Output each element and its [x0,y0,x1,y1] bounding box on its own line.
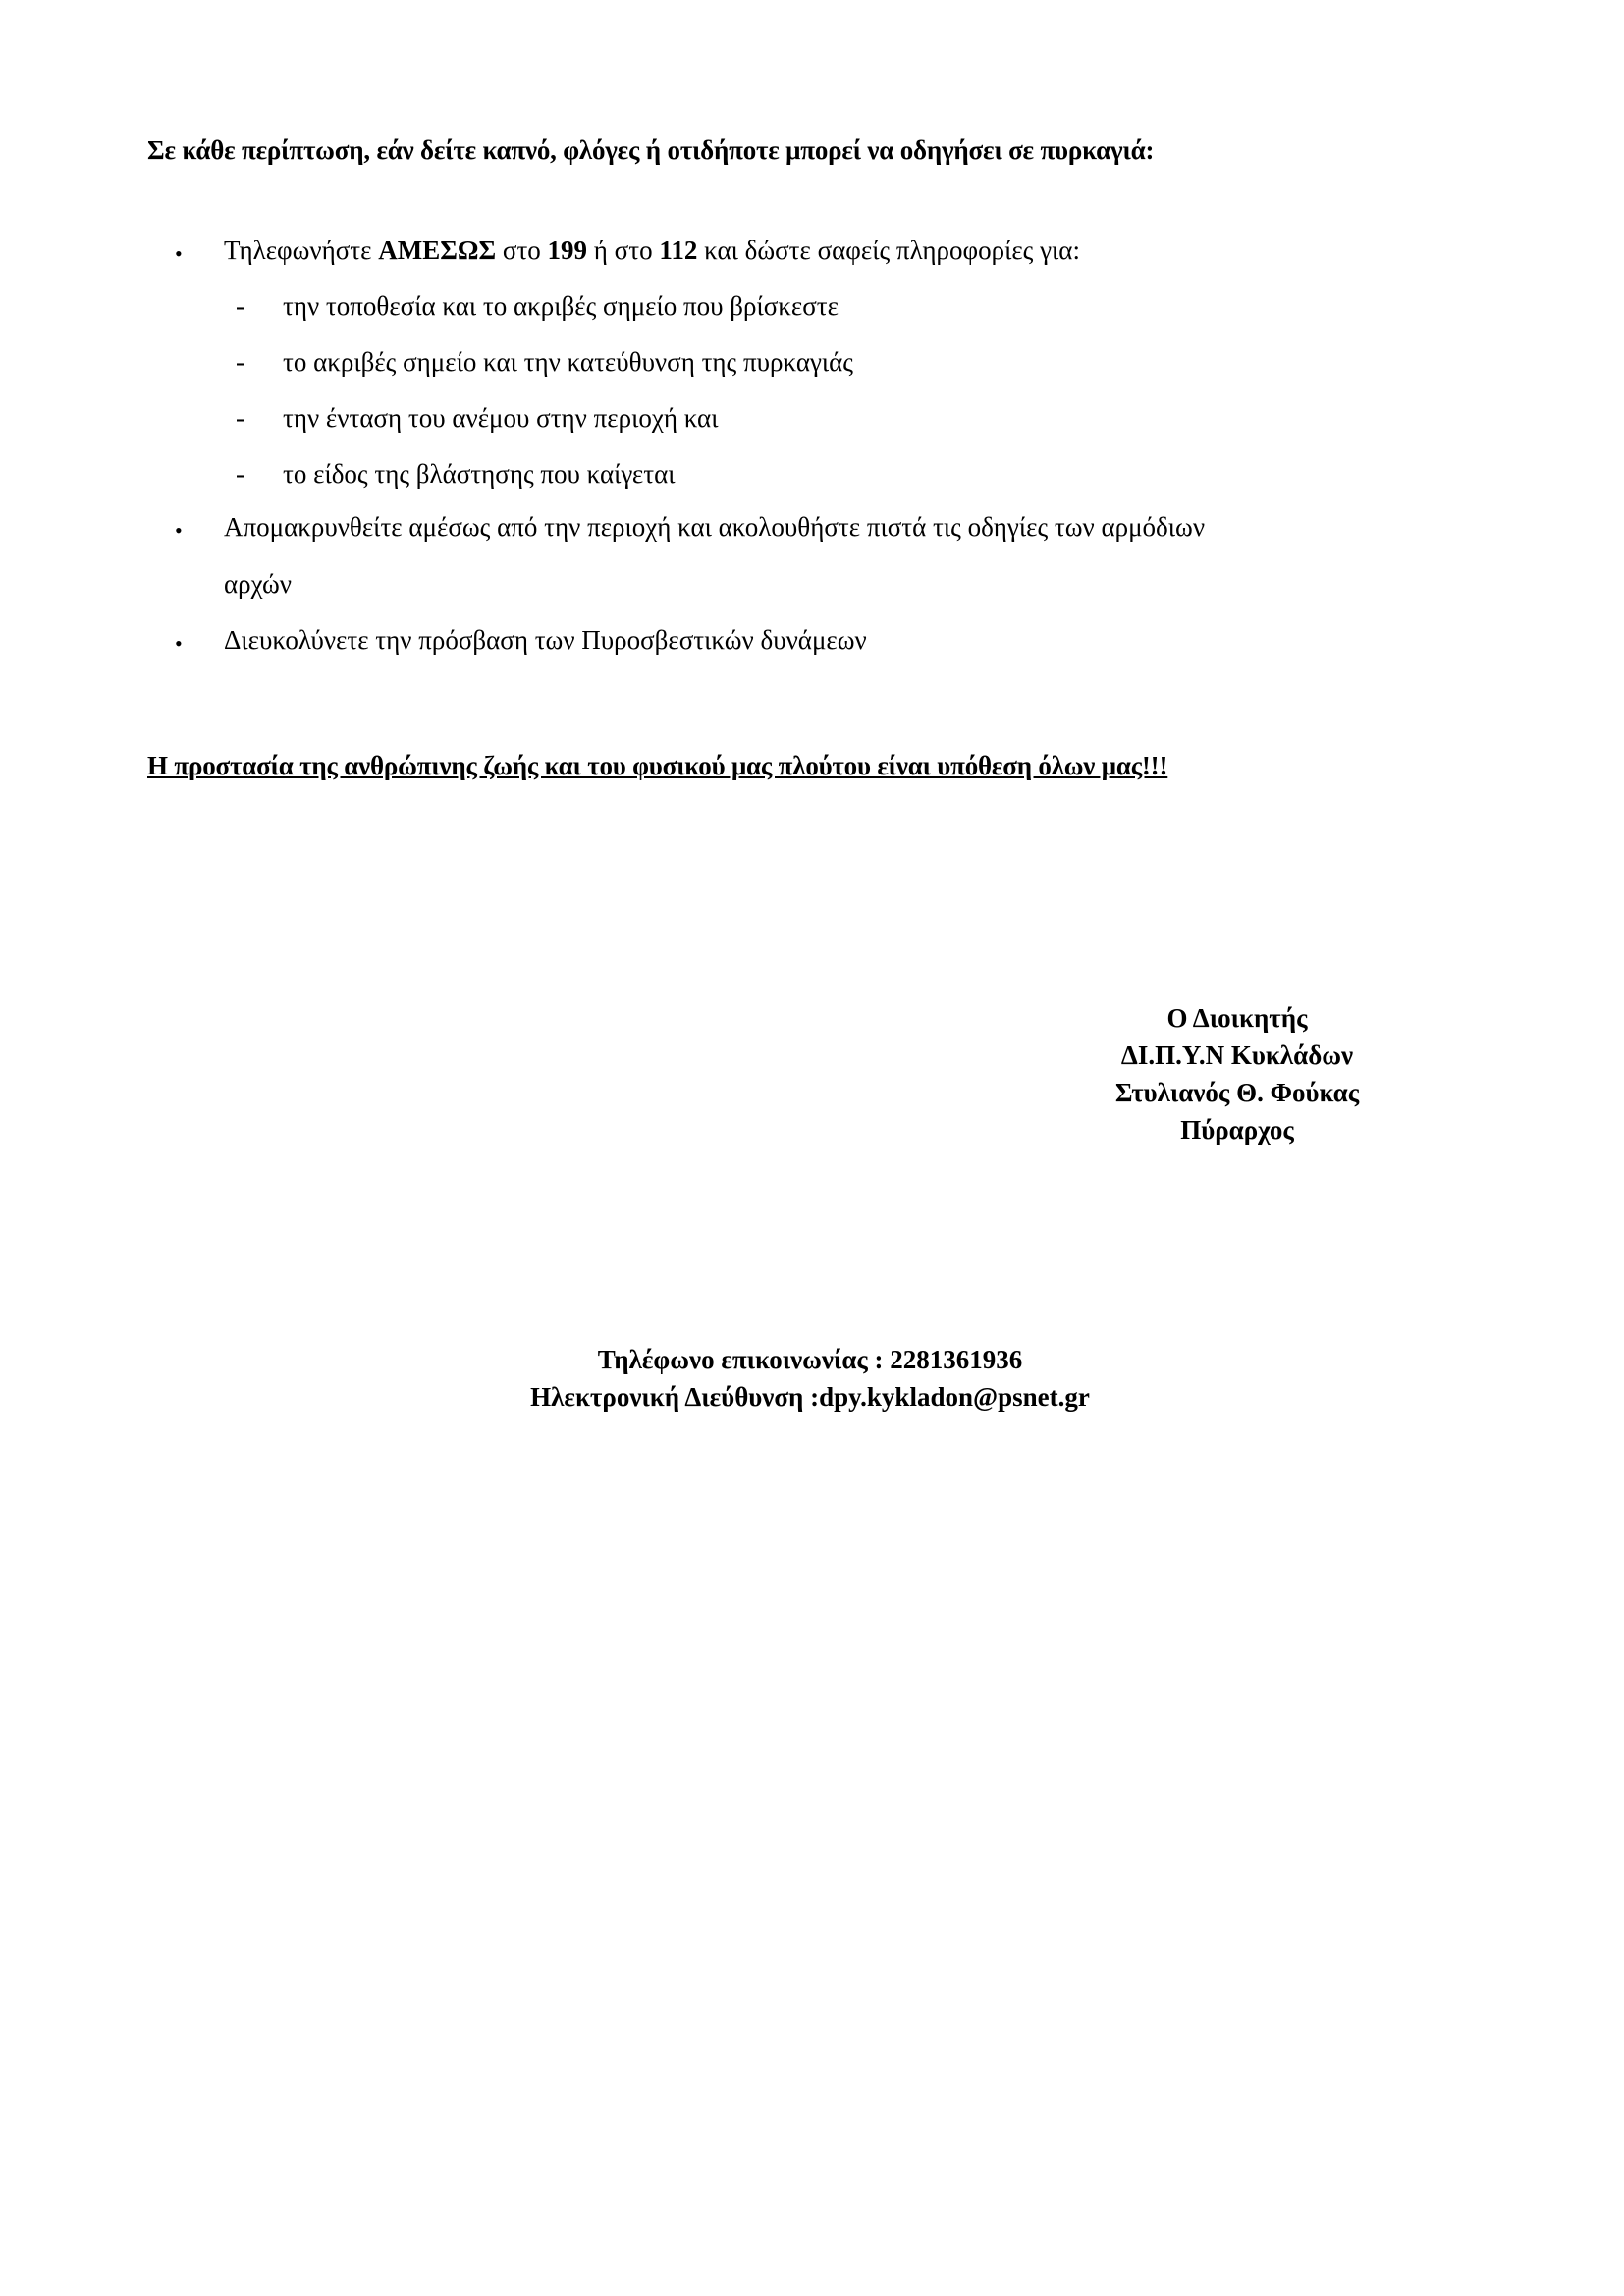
dash-icon: - [236,459,244,489]
dash-icon: - [236,347,244,377]
bullet-icon: • [175,518,183,543]
sub-item: το είδος της βλάστησης που καίγεται [283,459,676,489]
contact-email: Ηλεκτρονική Διεύθυνση :dpy.kykladon@psnet.gr [530,1382,1090,1412]
bullet-icon: • [175,631,183,656]
section-heading: Σε κάθε περίπτωση, εάν δείτε καπνό, φλόγες ή οτιδήποτε μπορεί να οδηγήσει σε πυρκαγιά: [147,135,1155,165]
list-item-call: Τηλεφωνήστε ΑΜΕΣΩΣ στο 199 ή στο 112 και δώστε σαφείς πληροφορίες για: [224,236,1080,265]
signature-rank: Πύραρχος [1180,1115,1294,1145]
emergency-number-199: 199 [547,236,588,265]
bullet-icon: • [175,241,183,266]
dash-icon: - [236,403,244,433]
list-item-evacuate-cont: αρχών [224,569,292,599]
signature-unit: ΔΙ.Π.Υ.Ν Κυκλάδων [1120,1041,1354,1070]
emphasis-immediately: ΑΜΕΣΩΣ [378,236,497,265]
emergency-number-112: 112 [659,236,698,265]
signature-block [1060,999,1414,1148]
list-item-access: Διευκολύνετε την πρόσβαση των Πυροσβεστικών δυνάμεων [224,625,867,655]
dash-icon: - [236,292,244,321]
sub-item: το ακριβές σημείο και την κατεύθυνση της πυρκαγιάς [283,347,854,377]
sub-item: την τοποθεσία και το ακριβές σημείο που βρίσκεστε [283,292,839,321]
sub-item: την ένταση του ανέμου στην περιοχή και [283,403,719,433]
contact-phone: Τηλέφωνο επικοινωνίας : 2281361936 [597,1345,1023,1374]
contact-block [353,1341,1267,1415]
signature-name: Στυλιανός Θ. Φούκας [1114,1078,1360,1107]
closing-statement: Η προστασία της ανθρώπινης ζωής και του φυσικού μας πλούτου είναι υπόθεση όλων μας!!! [147,751,1168,780]
list-item-evacuate: Απομακρυνθείτε αμέσως από την περιοχή και ακολουθήστε πιστά τις οδηγίες των αρμόδιων [224,512,1206,542]
signature-title: Ο Διοικητής [1166,1003,1308,1033]
